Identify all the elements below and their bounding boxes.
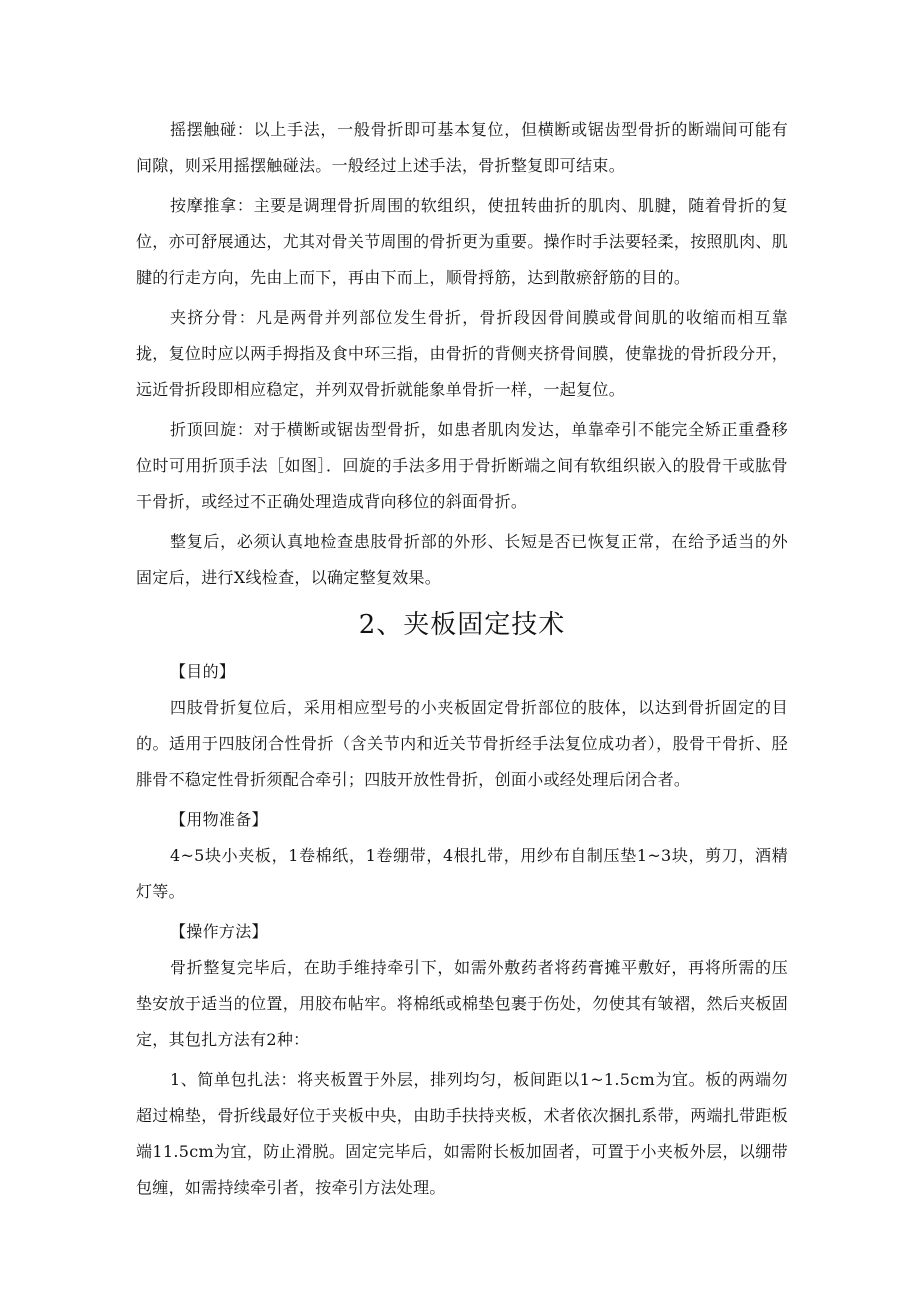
materials-label: 【用物准备】: [170, 810, 268, 829]
section-title: 2、夹板固定技术: [358, 610, 566, 640]
purpose-label: 【目的】: [170, 662, 236, 681]
paragraph-swing-touch: 摇摆触碰：以上手法，一般骨折即可基本复位，但横断或锯齿型骨折的断端间可能有间隙，则采用摇摆触碰法。一般经过上述手法，骨折整复即可结束。: [136, 120, 788, 175]
paragraph-fold-rotate: 折顶回旋：对于横断或锯齿型骨折，如患者肌肉发达，单靠牵引不能完全矫正重叠移位时可用折顶手法［如图］．回旋的手法多用于骨折断端之间有软组织嵌入的股骨干或肱骨干骨折，或经过不正确处理造成背向移位的斜面骨折。: [136, 420, 788, 511]
materials-text: 4~5块小夹板，1卷棉纸，1卷绷带，4根扎带，用纱布自制压垫1~3块，剪刀，酒精灯等。: [136, 846, 788, 901]
purpose-text: 四肢骨折复位后，采用相应型号的小夹板固定骨折部位的肢体，以达到骨折固定的目的。适用于四肢闭合性骨折（含关节内和近关节骨折经手法复位成功者），股骨干骨折、胫腓骨不稳定性骨折须配合牵引；四肢开放性骨折，创面小或经处理后闭合者。: [136, 698, 788, 789]
method-label: 【操作方法】: [170, 922, 268, 941]
method-text: 骨折整复完毕后，在助手维持牵引下，如需外敷药者将药膏摊平敷好，再将所需的压垫安放于适当的位置，用胶布帖牢。将棉纸或棉垫包裹于伤处，勿使其有皱褶，然后夹板固定，其包扎方法有2种：: [136, 958, 789, 1049]
document-content: [136, 112, 788, 1206]
paragraph-squeeze-separate: 夹挤分骨：凡是两骨并列部位发生骨折，骨折段因骨间膜或骨间肌的收缩而相互靠拢，复位时应以两手拇指及食中环三指，由骨折的背侧夹挤骨间膜，使靠拢的骨折段分开，远近骨折段即相应稳定，并列双骨折就能象单骨折一样，一起复位。: [136, 308, 789, 399]
method-step-1: 1、简单包扎法：将夹板置于外层，排列均匀，板间距以1~1.5cm为宜。板的两端勿超过棉垫，骨折线最好位于夹板中央，由助手扶持夹板，术者依次捆扎系带，两端扎带距板端11.5cm为宜，防止滑脱。固定完毕后，如需附长板加固者，可置于小夹板外层，以绷带包缠，如需持续牵引者，按牵引方法处理。: [136, 1070, 789, 1197]
paragraph-massage: 按摩推拿：主要是调理骨折周围的软组织，使扭转曲折的肌肉、肌腱，随着骨折的复位，亦可舒展通达，尤其对骨关节周围的骨折更为重要。操作时手法要轻柔，按照肌肉、肌腱的行走方向，先由上而下，再由下而上，顺骨捋筋，达到散瘀舒筋的目的。: [136, 196, 789, 287]
paragraph-post-reduction: 整复后，必须认真地检查患肢骨折部的外形、长短是否已恢复正常，在给予适当的外固定后，进行X线检查，以确定整复效果。: [136, 532, 788, 587]
